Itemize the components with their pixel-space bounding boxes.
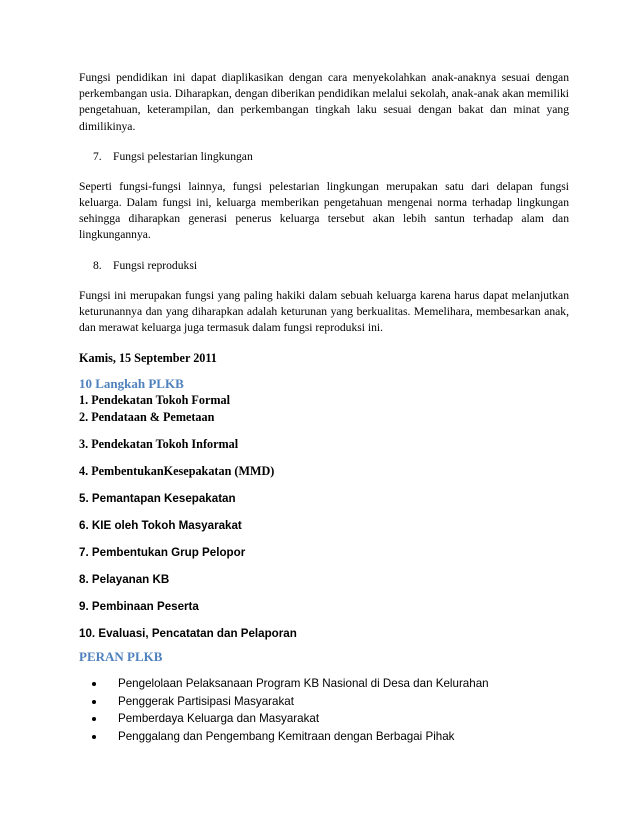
- date-line: Kamis, 15 September 2011: [79, 351, 217, 366]
- step-item: 2. Pendataan & Pemetaan: [79, 410, 215, 425]
- list-item-label: Pemberdaya Keluarga dan Masyarakat: [118, 712, 320, 726]
- step-item: 10. Evaluasi, Pencatatan dan Pelaporan: [79, 627, 297, 641]
- heading-peran-plkb: PERAN PLKB: [79, 649, 163, 665]
- item-label: Fungsi pelestarian lingkungan: [113, 149, 253, 163]
- step-item: 8. Pelayanan KB: [79, 573, 170, 587]
- step-item: 7. Pembentukan Grup Pelopor: [79, 546, 246, 560]
- document-page: [79, 70, 569, 745]
- list-item-label: Penggalang dan Pengembang Kemitraan dengan Berbagai Pihak: [118, 729, 455, 743]
- bullet-icon: [92, 735, 96, 739]
- step-item: 9. Pembinaan Peserta: [79, 600, 199, 614]
- list-item-label: Pengelolaan Pelaksanaan Program KB Nasional di Desa dan Kelurahan: [118, 677, 489, 691]
- item-number: 8.: [93, 258, 102, 272]
- paragraph-reproduksi: Fungsi ini merupakan fungsi yang paling hakiki dalam sebuah keluarga karena harus dapat melanjutkan keturunannya dan yang diharapkan adalah keturunan yang berkualitas. Memelihara, membesarkan anak, dan merawat keluarga juga termasuk dalam fungsi reproduksi ini.: [79, 288, 569, 335]
- bullet-icon: [92, 682, 96, 686]
- list-item: [79, 710, 569, 728]
- step-item: 1. Pendekatan Tokoh Formal: [79, 393, 231, 408]
- numbered-item-pelestarian: [93, 149, 569, 165]
- step-item: 4. PembentukanKesepakatan (MMD): [79, 464, 275, 479]
- peran-list: [79, 675, 569, 745]
- heading-10-langkah: 10 Langkah PLKB: [79, 376, 184, 392]
- step-item: 3. Pendekatan Tokoh Informal: [79, 437, 239, 452]
- step-item: 6. KIE oleh Tokoh Masyarakat: [79, 519, 242, 533]
- numbered-item-reproduksi: [93, 258, 569, 274]
- list-item: [79, 693, 569, 711]
- item-number: 7.: [93, 149, 102, 163]
- bullet-icon: [92, 700, 96, 704]
- list-item-label: Penggerak Partisipasi Masyarakat: [118, 694, 294, 708]
- item-label: Fungsi reproduksi: [113, 258, 198, 272]
- paragraph-pendidikan: Fungsi pendidikan ini dapat diaplikasikan dengan cara menyekolahkan anak-anaknya sesuai dengan perkembangan usia. Diharapkan, dengan diberikan pendidikan melalui sekolah, anak-anak akan memiliki pengetahuan, keterampilan, dan perkembangan tingkah laku sesuai dengan bakat dan minat yang dimilikinya.: [79, 71, 569, 133]
- paragraph-pelestarian: Seperti fungsi-fungsi lainnya, fungsi pelestarian lingkungan merupakan satu dari delapan fungsi keluarga. Dalam fungsi ini, keluarga memberikan pengetahuan mengenai norma terhadap lingkungan sehingga diharapkan generasi penerus keluarga tersebut akan lebih santun terhadap alam dan lingkungannya.: [79, 179, 569, 242]
- list-item: [79, 675, 569, 693]
- list-item: [79, 728, 569, 746]
- bullet-icon: [92, 717, 96, 721]
- step-item: 5. Pemantapan Kesepakatan: [79, 492, 236, 506]
